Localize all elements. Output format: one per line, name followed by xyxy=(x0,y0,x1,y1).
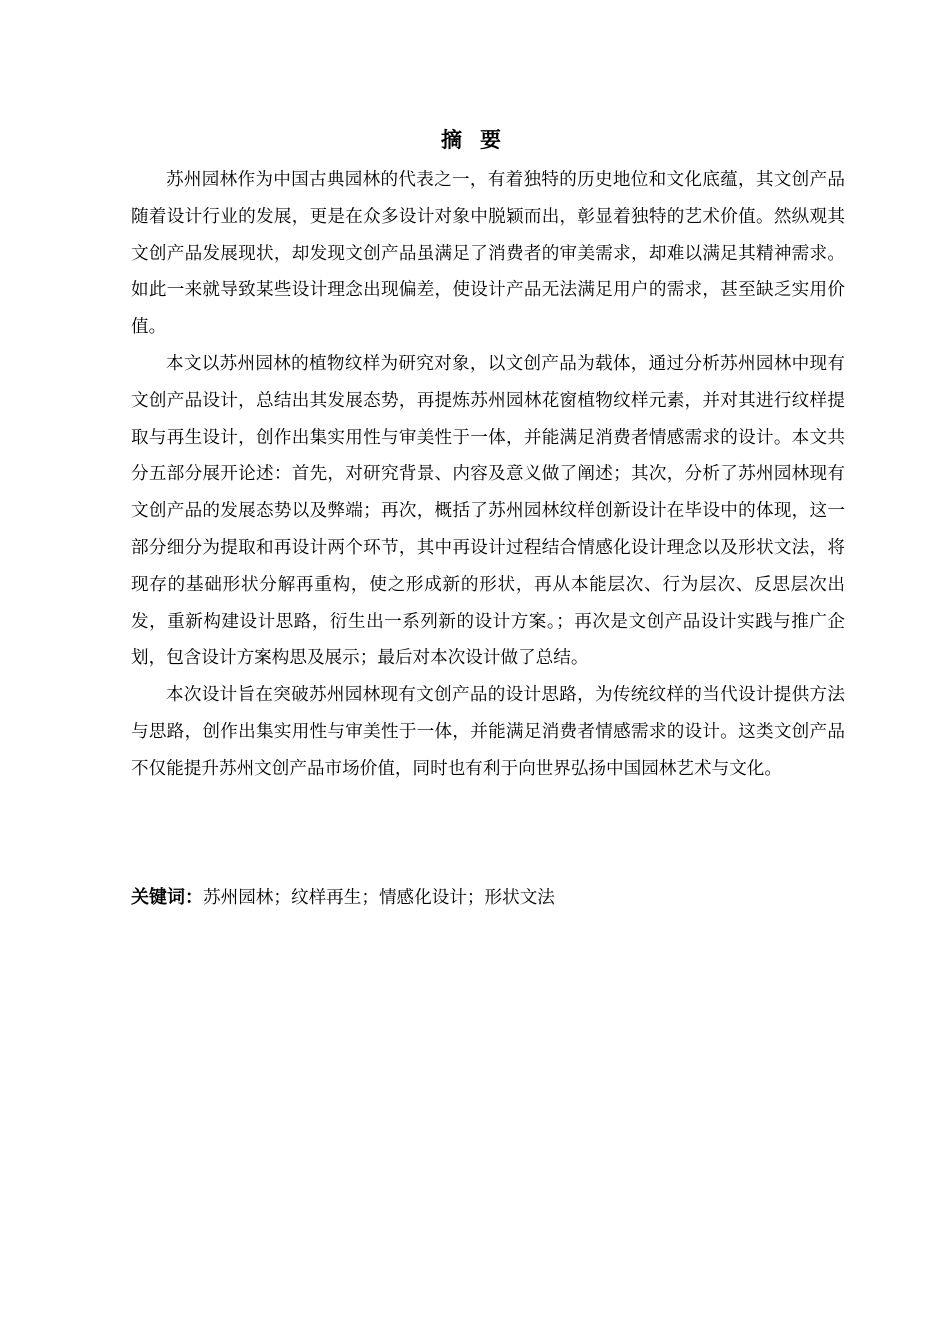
abstract-paragraph-3: 本次设计旨在突破苏州园林现有文创产品的设计思路，为传统纹样的当代设计提供方法与思路，创作出集实用性与审美性于一体，并能满足消费者情感需求的设计。这类文创产品不仅能提升苏州文创产品市场价值，同时也有利于向世界弘扬中国园林艺术与文化。 xyxy=(131,685,845,779)
abstract-body xyxy=(131,162,845,788)
abstract-paragraph-2: 本文以苏州园林的植物纹样为研究对象，以文创产品为载体，通过分析苏州园林中现有文创产品设计，总结出其发展态势，再提炼苏州园林花窗植物纹样元素，并对其进行纹样提取与再生设计，创作出集实用性与审美性于一体，并能满足消费者情感需求的设计。本文共分五部分展开论述：首先，对研究背景、内容及意义做了阐述；其次，分析了苏州园林现有文创产品的发展态势以及弊端；再次，概括了苏州园林纹样创新设计在毕设中的体现，这一部分细分为提取和再设计两个环节，其中再设计过程结合情感化设计理念以及形状文法，将现存的基础形状分解再重构，使之形成新的形状，再从本能层次、行为层次、反思层次出发，重新构建设计思路，衍生出一系列新的设计方案。；再次是文创产品设计实践与推广企划，包含设计方案构思及展示；最后对本次设计做了总结。 xyxy=(131,353,845,669)
keywords-value: 苏州园林；纹样再生；情感化设计；形状文法 xyxy=(203,888,555,908)
abstract-paragraph-1: 苏州园林作为中国古典园林的代表之一，有着独特的历史地位和文化底蕴，其文创产品随着设计行业的发展，更是在众多设计对象中脱颖而出，彰显着独特的艺术价值。然纵观其文创产品发展现状，却发现文创产品虽满足了消费者的审美需求，却难以满足其精神需求。如此一来就导致某些设计理念出现偏差，使设计产品无法满足用户的需求，甚至缺乏实用价值。 xyxy=(131,170,845,338)
keywords-label: 关键词： xyxy=(131,887,203,908)
keywords-line xyxy=(131,880,845,916)
abstract-title: 摘要 xyxy=(441,128,519,152)
